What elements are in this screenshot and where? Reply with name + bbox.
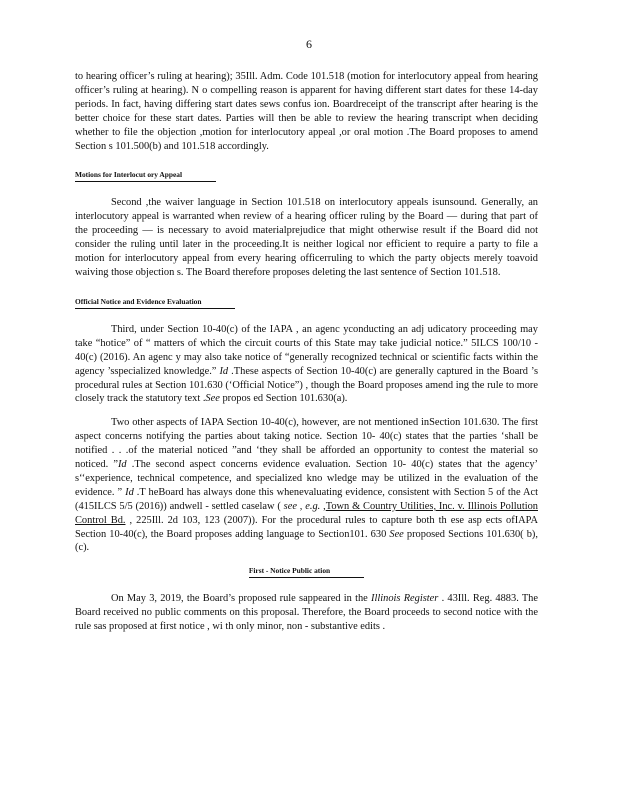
document-body <box>75 70 538 634</box>
case-name: Town & Country Utilities, Inc. v. Illinois Pollution Control Bd. <box>75 500 538 526</box>
section-heading-wrapper <box>75 291 538 309</box>
section-heading-wrapper <box>75 566 538 578</box>
text-run: Third, under Section 10-40(c) of the IAPA , an agenc yconducting an adj udicatory proceeding may take “hotice” of “ matters of which the circuit courts of this State may take judicial notice.” 5ILCS 100/10 - 40(c) (2016). An agenc y may also take notice of “generally recognized technical or scientific facts within the agency ’sspecialized knowledge.” <box>75 323 538 377</box>
citation-id: Id <box>125 486 134 498</box>
citation-id: Id <box>117 459 127 471</box>
paragraph-timing: to hearing officer’s ruling at hearing); 35Ill. Adm. Code 101.518 (motion for interlocutory appeal from hearing officer’s ruling at hearing). N o compelling reason is apparent for having different start dates for these 14-day periods. In fact, having differing start dates sews confus ion. Boardreceipt of the transcript after hearing is the better choice for these start dates. Parties will then be able to review the hearing transcript when deciding whether to file the objection ,motion for interlocutory appeal ,or oral motion .The Board proposes to amend Section s 101.500(b) and 101.518 accordingly. <box>75 71 538 152</box>
heading-interlocutory-appeal: Motions for Interlocut ory Appeal <box>75 170 216 182</box>
paragraph-first-notice <box>75 592 538 634</box>
text-run: .These aspects of Section 10-40(c) are generally captured in the Board ’s procedural rules at Section 101.630 (‘Official Notice”) , though the Board proposes amend ing the rule to more closely track the statutory text . <box>75 365 538 405</box>
paragraph-official-notice-2 <box>75 416 538 555</box>
text-run: Two other aspects of IAPA Section 10-40(c), however, are not mentioned inSection 101.630. The first aspect concerns notifying the parties about taking notice. Section 10- 40(c) states that the parties ‘shall be notified . . .of the material noticed ”and ‘they shall be afforded an opportunity to contest the material so noticed. ” <box>75 417 538 471</box>
citation-id: Id <box>219 365 229 377</box>
page-number: 6 <box>306 37 312 51</box>
text-run: . 43Ill. Reg. 4883. The Board received no public comments on this proposal. Therefore, the Board proceeds to second notice with the rule sas proposed at first notice , wi th only minor, non - substantive edits . <box>75 593 538 633</box>
paragraph-gap <box>75 406 538 416</box>
text-run: proposed Sections 101.630( b), (c). <box>75 528 538 554</box>
text-run: .The second aspect concerns evidence evaluation. Section 10- 40(c) states that the agency’ s‘‘experience, technical competence, and specialized kno wledge may be utilized in the evaluation of the evidence. ” <box>75 459 539 498</box>
paragraph-interlocutory-appeal: Second ,the waiver language in Section 101.518 on interlocutory appeals isunsound. Generally, an interlocutory appeal is warranted when review of a hearing officer ruling by the Board — during that part of the proceeding — is necessary to avoid materialprejudice that might otherwise result if the Board did not consider the ruling until later in the proceeding.It is neither logical nor efficient to require a party to file a motion for interlocutory appeal from every hearing officerruling to which the party objects merely toavoid waiving those objection s. The Board therefore proposes deleting the last sentence of Section 101.518. <box>75 197 538 278</box>
text-run: , <box>320 500 326 512</box>
citation-see: See <box>389 528 404 540</box>
heading-official-notice: Official Notice and Evidence Evaluation <box>75 297 235 309</box>
text-run: propos ed Section 101.630(a). <box>219 393 348 405</box>
text-run: On May 3, 2019, the Board’s proposed rule sappeared in the <box>111 593 372 605</box>
citation-see-eg: see , e.g. <box>283 500 321 512</box>
illinois-register-title: Illinois Register <box>371 593 439 605</box>
citation-see: See <box>205 393 220 405</box>
text-run: , 225Ill. 2d 103, 123 (2007)). For the procedural rules to capture both th ese asp ects ofIAPA Section 10-40(c), the Board proposes adding language to Section101. 630 <box>75 514 538 540</box>
text-run: .T heBoard has always done this whenevaluating evidence, consistent with Section 5 of the Act (415ILCS 5/5 (2016)) andwell - settled caselaw ( <box>75 486 539 512</box>
heading-first-notice: First - Notice Public ation <box>249 566 364 578</box>
paragraph-official-notice-1 <box>75 323 538 406</box>
section-heading-wrapper <box>75 164 538 182</box>
